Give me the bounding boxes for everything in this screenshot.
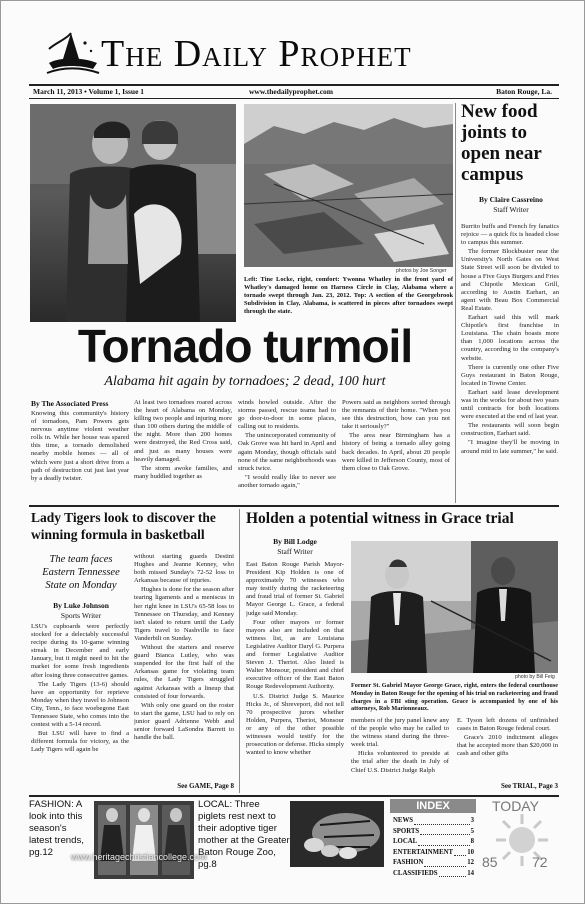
food-paragraph: Earhart said lease development was in the works for about two years until contracts for both locations were executed at the end of last year. [461,388,559,421]
tornado-col-4 [342,399,450,501]
masthead-logo [41,29,103,79]
masthead-date: March 11, 2013 • Volume 1, Issue 1 [33,87,145,96]
food-paragraph: Earhart said this will mark Chipotle's first franchise in Louisiana. The chain boasts more than 1,000 locations across the country, according to the company's website. [461,314,559,362]
tornado-subhead: Alabama hit again by tornadoes; 2 dead, 100 hurt [104,374,386,389]
temp-high: 85 [482,854,498,870]
tornado-paragraph: The unincorporated community of Oak Grove was hit hard in April and again Monday, though officials said none of the same neighborhoods was struck twice. [238,432,336,472]
holden-paragraph: U.S. District Judge S. Maurice Hicks Jr., of Shreveport, did not tell 70 prospective jurors whether Holden, Purpera, Theriot, Monsour or any of the other possible witnesses would testify for the prosecution or defense. Hicks simply wanted to know whether [246,692,344,757]
tornado-paragraph: winds howled outside. After the storms passed, rescue teams had to go door-to-door in some places, calling out to residents. [238,399,336,431]
index-item[interactable]: FASHION 12 [393,859,474,866]
tornado-paragraph: "I would really like to never see another tornado again," [238,473,336,489]
holden-byline: By Bill Lodge [273,537,317,546]
holden-photo-credit: photo by Bill Feig [515,674,555,680]
index-item[interactable]: NEWS 3 [393,817,474,824]
tornado-photo-subdivision [244,104,453,267]
holden-role: Staff Writer [277,547,313,556]
tornado-col-3 [238,399,336,501]
tigers-jump-link[interactable]: See GAME, Page 8 [177,782,234,790]
tigers-holden-rule [239,509,240,793]
holden-jump-link[interactable]: See TRIAL, Page 3 [500,782,558,790]
tigers-paragraph: LSU's cupboards were perfectly stocked for a delectably successful recipe during its 10-game winning streak in December and early January, but it might need to hit the market for some fresh ingredients after losing three consecutive games. [31,623,129,679]
masthead-location: Baton Rouge, La. [496,87,552,96]
index-item[interactable]: CLASSIFIEDS 14 [393,869,474,877]
holden-headline: Holden a potential witness in Grace trial [246,510,514,527]
masthead-rule-bottom [29,98,559,99]
today-label: TODAY [492,798,539,814]
section-rule-2 [29,795,559,797]
tigers-role: Sports Writer [60,611,102,620]
holden-paragraph: Four other mayors or former mayors also are included on that witness list, as are Louisiana Legislative Auditor Daryl G. Purpera and former Legislative Auditor Steven J. Theriot. Also listed is Walter Monsour, president and chief executive officer of the East Baton Rouge Redevelopment Authority. [246,618,344,691]
tigers-col-2 [134,553,234,781]
temp-low: 72 [532,854,548,870]
tigers-paragraph: With only one guard on the roster to start the game, LSU had to rely on junior guard Adrienne Webb and senior forward LaSondra Barrett to handle the ball. [134,701,234,742]
food-headline: New food joints to open near campus [461,101,542,185]
holden-col-3 [457,717,558,781]
food-role: Staff Writer [493,205,529,214]
watermark-text: www.heritagechristiancollege.com [71,852,207,862]
weather-box [480,798,560,876]
index-item[interactable]: SPORTS 5 [393,827,474,835]
masthead-title: The Daily Prophet [101,33,412,75]
index-item[interactable]: LOCAL 8 [393,838,474,845]
tigers-paragraph: The Lady Tigers (13-6) should have an opportunity for reprieve Monday when they travel to Johnson City, Tenn., to face woebegone East Tennessee State, who comes into the contest with a 5-14 record. [31,680,129,729]
food-byline: By Claire Cassreino [479,195,543,204]
tigers-paragraph: Hughes is done for the season after tearing ligaments and a meniscus in her right knee in LSU's 65-58 loss to Tennessee on Thursday, and Kenney isn't slated to return until the Lady Tigers travel to Nashville to face Vanderbilt on Sunday. [134,586,234,642]
index-list [390,813,476,879]
tigers-paragraph: But LSU will have to find a different formula for victory, as the Lady Tigers will again be [31,730,129,754]
local-teaser[interactable]: LOCAL: Three piglets rest next to their adoptive tiger mother at the Greater Baton Rouge Zoo, pg.8 [198,799,290,870]
food-paragraph: The restaurants will soon begin construction, Earhart said. [461,422,559,438]
holden-col-2 [351,717,449,791]
tigers-headline: Lady Tigers look to discover the winning formula in basketball [31,510,216,542]
tornado-paragraph: At least two tornadoes roared across the heart of Alabama on Monday, killing two people and injuring more than 100 others during the middle of the night. More than 200 homes were destroyed, the Red Cross said, and just as many houses were heavily damaged. [134,399,232,463]
fashion-teaser[interactable]: FASHION: A look into this season's latest trends, pg.12 [29,799,84,858]
tornado-col-2 [134,399,232,501]
food-paragraph: The former Blockbuster near the University's North Gates on West State Street will soon be divided to house a Five Guys Burgers and Fries and Chipotle Mexican Grill, according to Austin Earhart, an agent with Beau Box Commercial Real Estate. [461,248,559,312]
holden-paragraph: East Baton Rouge Parish Mayor-President Kip Holden is one of approximately 70 witnesses who may testify during the racketeering and fraud trial of former St. Gabriel Mayor George L. Grace, a federal judge said Monday. [246,561,344,617]
masthead-website[interactable]: www.thedailyprophet.com [249,87,334,96]
tornado-photo-credit: photos by Joe Songer [396,268,447,274]
tigers-pullquote: The team faces Eastern Tennessee State on Monday [42,554,120,591]
tornado-paragraph: The area near Birmingham has a history of being a tornado alley going back decades. In April, about 20 people were killed in Jefferson County, most of them close to Oak Grove. [342,432,450,472]
tornado-headline: Tornado turmoil [77,320,413,372]
piglets-tiger-photo [290,801,384,867]
masthead-rule-top [29,84,559,86]
holden-paragraph: members of the jury panel knew any of the people who may be called to the witness stand during the three-week trial. [351,717,449,749]
index-item[interactable]: ENTERTAINMENT 10 [393,848,474,856]
tornado-paragraph: The storm awoke families, and many huddled together as [134,464,232,480]
tornado-col-1 [31,410,129,500]
wizard-hat-logo-icon [41,29,103,79]
tornado-photo-women [30,104,236,322]
section-rule-1 [29,505,559,507]
food-paragraph: Burrito buffs and French fry fanatics rejoice — a quick fix is headed close to campus this summer. [461,223,559,247]
holden-col-1 [246,561,344,791]
tornado-paragraph: Knowing this community's history of tornadoes, Pam Powers gets nervous anytime violent weather rolls in. While her house was spared this time, a tornado demolished nearby mobile homes — all of which were just a short drive from a path of destruction cut just last year by a deadly twister. [31,410,129,482]
index-box [390,799,476,875]
index-title: INDEX [390,799,476,813]
food-paragraph: There is currently one other Five Guys restaurant in Baton Rouge, located in Towne Center. [461,363,559,387]
holden-paragraph: Hicks volunteered to preside at the trial after the death in July of Chief U.S. District Judge Ralph [351,750,449,774]
tigers-paragraph: Without the starters and reserve guard Bianca Lutley, who was suspended for the first half of the Arkansas game for violating team rules, the Lady Tigers struggled against Arkansas with a lineup that consisted of four forwards. [134,644,234,700]
tornado-byline: By The Associated Press [31,399,109,408]
tigers-col-1 [31,623,129,791]
food-paragraph: "I imagine they'll be moving in around mid to late summer," he said. [461,439,559,455]
holden-photo-caption: Former St. Gabriel Mayor George Grace, right, enters the federal courthouse Monday in Baton Rouge for the opening of his trial on racketeering and fraud charges in a FBI sting operation. Grace is accompanied by one of his attorneys, Rob Marionneaux. [351,682,558,713]
tigers-byline: By Luke Johnson [53,601,109,610]
food-body [461,223,559,503]
holden-paragraph: Grace's 2010 indictment alleges that he accepted more than $20,000 in cash and other gifts [457,734,558,758]
tigers-paragraph: without starting guards Destini Hughes and Jeanne Kenney, who both missed Sunday's 72-52 loss to Arkansas because of injuries. [134,553,234,585]
holden-photo-courthouse [351,541,558,673]
food-column-rule [455,103,456,503]
tornado-photo-caption: Left: Tine Locke, right, comfort: Ywonna Whatley in the front yard of Whatley's damaged home on Harness Circle in Clay, Alabama where a tornado swept through Jan. 23, 2012. Top: A section of the Georgebrook Subdivision in Clay, Alabama, is scattered in pieces after tornadoes swept through the state. [244,276,453,315]
fashion-photo [94,801,194,879]
holden-paragraph: E. Tyson left dozens of unfinished cases in Baton Rouge federal court. [457,717,558,733]
tornado-paragraph: Powers said as neighbors sorted through the remnants of their home. "When you see this destruction, how can you not take it seriously?" [342,399,450,431]
